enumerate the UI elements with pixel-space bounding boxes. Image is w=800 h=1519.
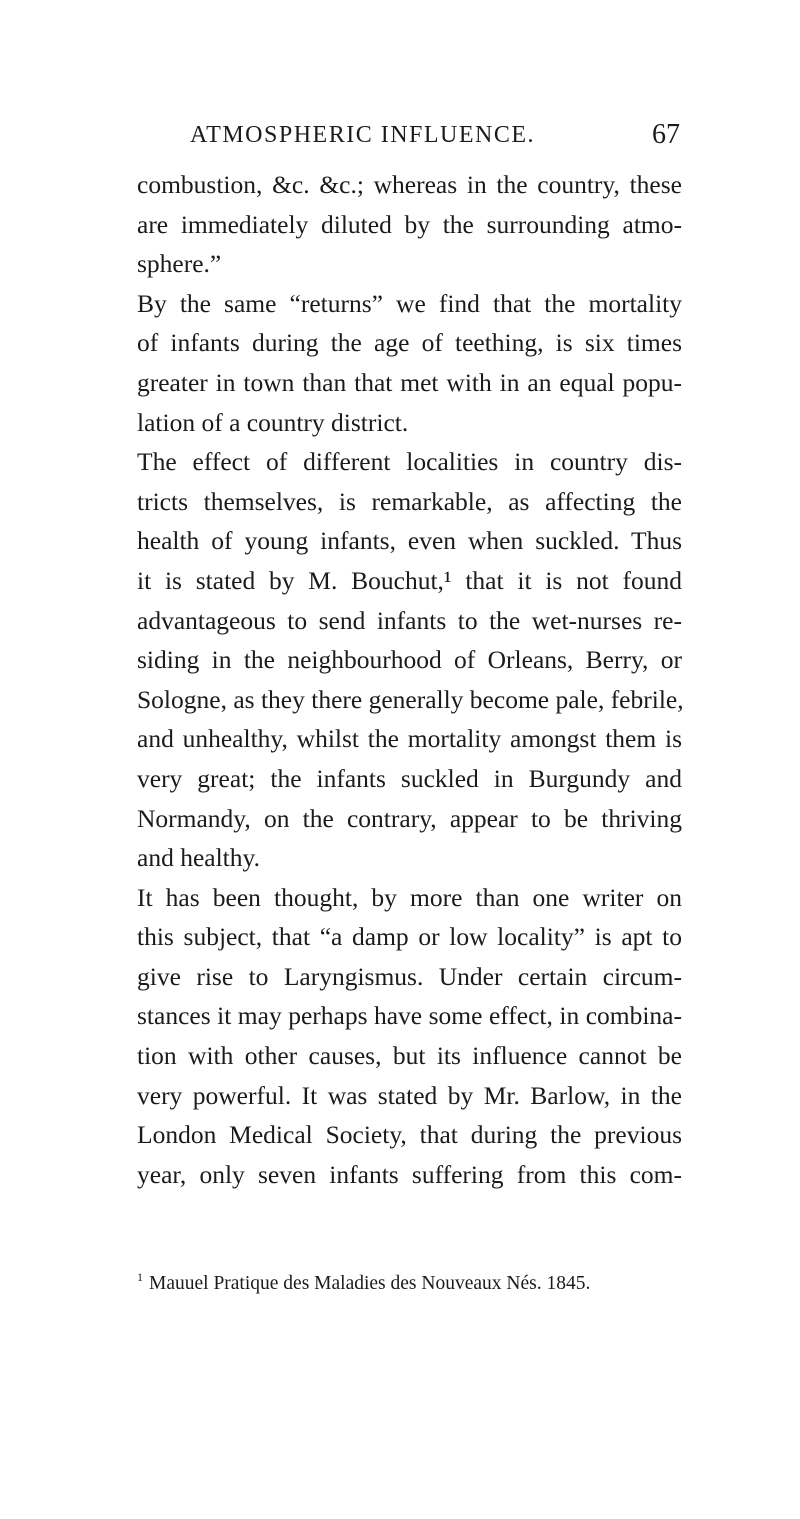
text-line: tricts themselves, is remarkable, as affecting the [137, 486, 682, 516]
text-line: year, only seven infants suffering from this com- [137, 1159, 682, 1189]
text-line: of infants during the age of teething, is six times [137, 328, 682, 358]
footnote-marker: 1 [137, 1270, 143, 1284]
text-line: health of young infants, even when suckled. Thus [137, 526, 682, 556]
text-line: advantageous to send infants to the wet-nurses re- [137, 605, 682, 635]
text-line: very powerful. It was stated by Mr. Barlow, in the [137, 1080, 682, 1110]
text-line: By the same “returns” we find that the mortality [137, 288, 682, 318]
text-line: very great; the infants suckled in Burgundy and [137, 763, 682, 793]
text-line: stances it may perhaps have some effect, in combina- [137, 1001, 682, 1031]
text-line: give rise to Laryngismus. Under certain circum- [137, 961, 682, 991]
page-number: 67 [652, 119, 680, 150]
text-line: Normandy, on the contrary, appear to be thriving [137, 803, 682, 833]
text-line: combustion, &c. &c.; whereas in the country, these [137, 170, 682, 199]
text-line: and healthy. [137, 843, 260, 873]
text-line: London Medical Society, that during the previous [137, 1120, 682, 1150]
footnote [137, 1263, 682, 1298]
text-line: tion with other causes, but its influence cannot be [137, 1041, 682, 1071]
text-line: are immediately diluted by the surrounding atmo- [137, 209, 682, 239]
text-line: greater in town than that met with in an equal popu- [137, 367, 682, 397]
text-line: lation of a country district. [137, 407, 409, 437]
text-line: this subject, that “a damp or low locality” is apt to [137, 922, 682, 952]
text-line: Sologne, as they there generally become pale, febrile, [137, 684, 684, 714]
text-line: siding in the neighbourhood of Orleans, Berry, or [137, 645, 682, 675]
body-text [137, 165, 682, 1194]
text-line: It has been thought, by more than one writer on [137, 882, 682, 912]
running-title: ATMOSPHERIC INFLUENCE. [190, 122, 536, 148]
text-line: it is stated by M. Bouchut,¹ that it is not found [137, 565, 682, 595]
footnote-text: Mauuel Pratique des Maladies des Nouveaux Nés. 1845. [149, 1273, 591, 1294]
text-line: The effect of different localities in country dis- [137, 447, 682, 477]
text-line: and unhealthy, whilst the mortality amongst them is [137, 724, 682, 754]
running-head [190, 118, 680, 152]
text-line: sphere.” [137, 249, 222, 279]
